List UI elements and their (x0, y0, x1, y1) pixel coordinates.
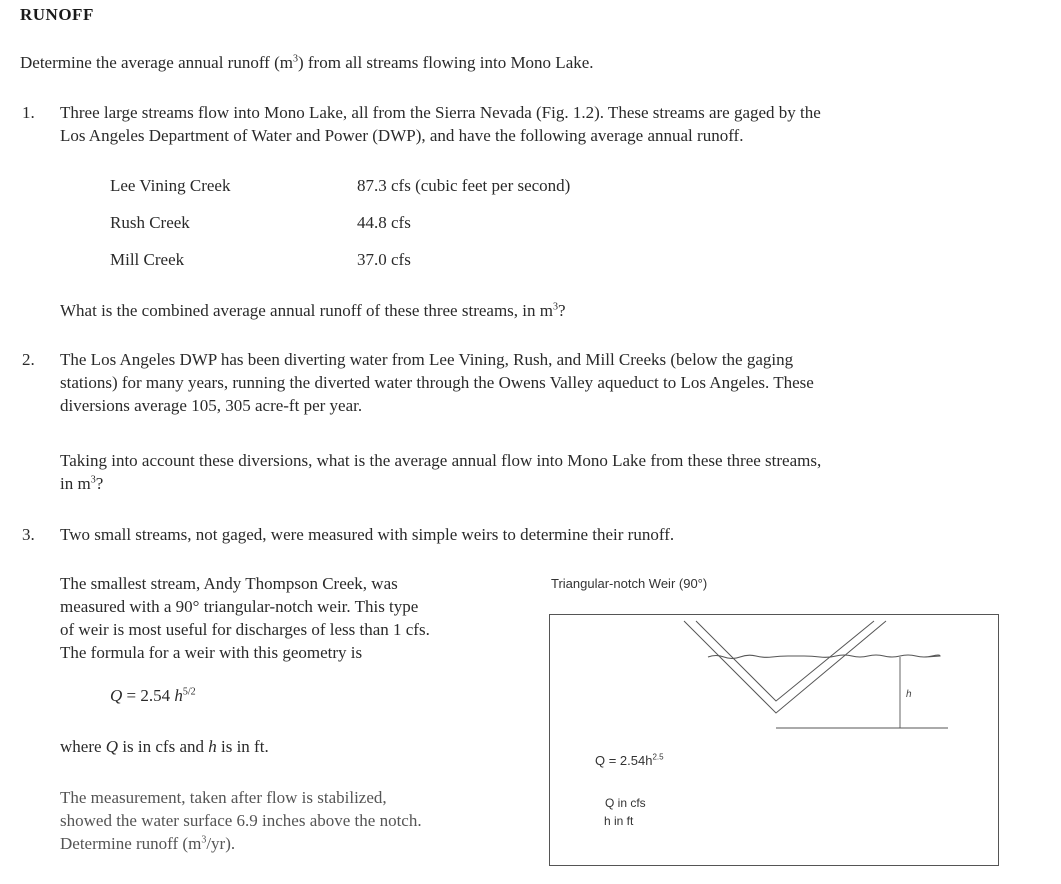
q2-number: 2. (22, 350, 35, 369)
water-surface (708, 655, 940, 659)
q2-line-4: Taking into account these diversions, what is the average annual flow into Mono Lake from these three streams, (60, 451, 822, 470)
q1-line-2: Los Angeles Department of Water and Power (DWP), and have the following average annual runoff. (60, 126, 744, 145)
figure-unit-q: Q in cfs (605, 796, 646, 810)
page-title: RUNOFF (20, 5, 94, 24)
stream-value: 37.0 cfs (357, 250, 411, 269)
q1-number: 1. (22, 103, 35, 122)
intro-text: Determine the average annual runoff $(m^3)$ from all streams flowing into Mono Lake. (20, 53, 594, 72)
q3-determine: Determine runoff $(m^3/yr)$. (60, 834, 236, 853)
q3-para-1-line: of weir is most useful for discharges of less than 1 cfs. (60, 620, 430, 639)
q2-line-1: The Los Angeles DWP has been diverting water from Lee Vining, Rush, and Mill Creeks (below the gaging (60, 350, 794, 369)
figure-unit-h: h in ft (604, 814, 634, 828)
q3-where-line: where Q is in cfs and h is in ft. (60, 737, 269, 756)
stream-name: Rush Creek (110, 213, 190, 232)
stream-name: Mill Creek (110, 250, 185, 269)
h-label: h (906, 689, 912, 700)
weir-formula: Q = 2.54 $h^{5/2}$ (110, 686, 196, 705)
q3-para-2-line: showed the water surface 6.9 inches above the notch. (60, 811, 422, 830)
q3-line-1: Two small streams, not gaged, were measured with simple weirs to determine their runoff. (60, 525, 675, 544)
notch-inner-outline (696, 621, 874, 701)
q2-line-5: in $m^3$? (60, 474, 104, 493)
stream-name: Lee Vining Creek (110, 176, 231, 195)
q2-line-3: diversions average 105, 305 acre-ft per year. (60, 396, 363, 415)
figure-formula: $Q = 2.54h^{2.5}$ (595, 752, 664, 768)
q3-para-1-line: measured with a 90° triangular-notch weir. This type (60, 597, 419, 616)
q3-para-2-line: The measurement, taken after flow is stabilized, (60, 788, 387, 807)
figure-title: Triangular-notch Weir (90°) (551, 576, 708, 591)
notch-outer-outline (684, 621, 886, 713)
q1-question: What is the combined average annual runoff of these three streams, in $m^3$? (60, 301, 566, 320)
stream-value: 44.8 cfs (357, 213, 411, 232)
q3-para-1-line: The smallest stream, Andy Thompson Creek, was (60, 574, 398, 593)
q1-line-1: Three large streams flow into Mono Lake, all from the Sierra Nevada (Fig. 1.2). These streams are gaged by the (60, 103, 821, 122)
q3-number: 3. (22, 525, 35, 544)
q2-line-2: stations) for many years, running the diverted water through the Owens Valley aqueduct to Los Angeles. These (60, 373, 814, 392)
stream-value: 87.3 cfs (cubic feet per second) (357, 176, 571, 195)
weir-figure (549, 614, 999, 866)
q3-para-1-line: The formula for a weir with this geometry is (60, 643, 363, 662)
